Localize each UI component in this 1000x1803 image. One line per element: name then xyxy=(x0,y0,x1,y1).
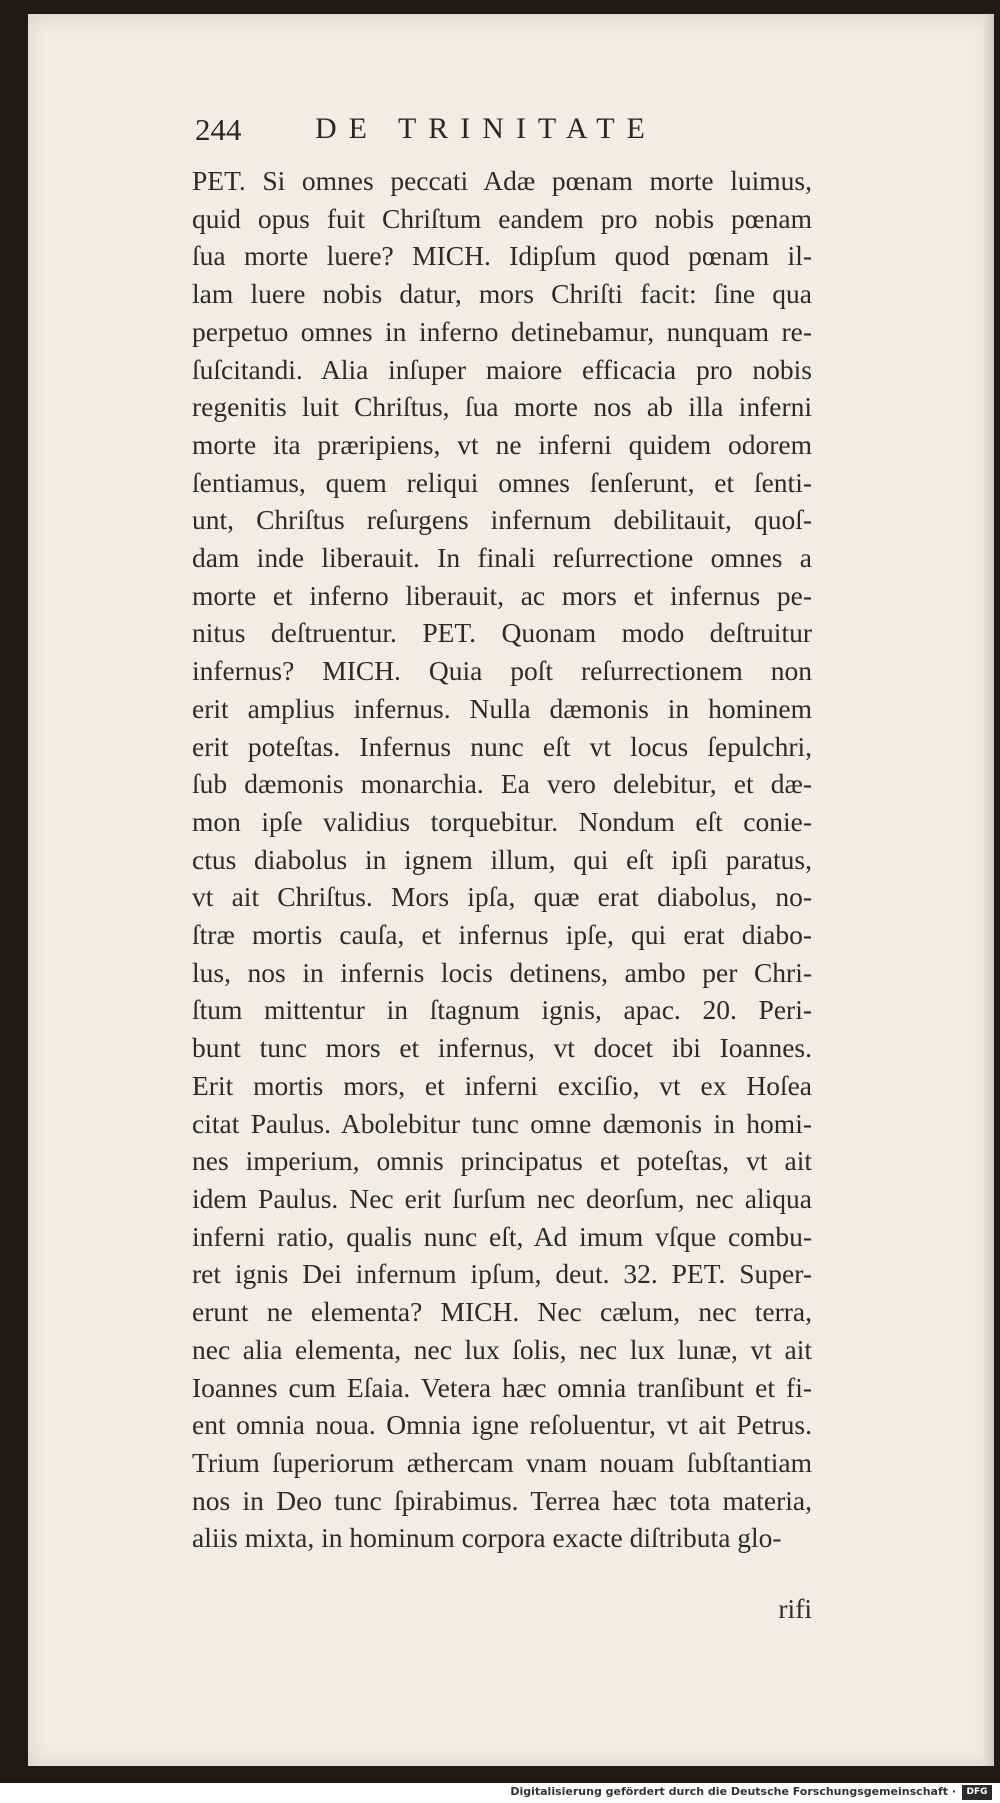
text-line: infernus? MICH. Quia poſt reſurrectionem non xyxy=(192,655,812,687)
text-line: perpetuo omnes in inferno detinebamur, nunquam re- xyxy=(192,315,812,347)
text-line: unt, Chriſtus reſurgens infernum debilitauit, quoſ- xyxy=(192,504,812,536)
text-line: lus, nos in infernis locis detinens, ambo per Chri- xyxy=(192,956,812,988)
text-line: lam luere nobis datur, mors Chriſti facit: ſine qua xyxy=(192,278,812,310)
text-line: ctus diabolus in ignem illum, qui eſt ipſi paratus, xyxy=(192,843,812,875)
body-text xyxy=(192,162,812,1557)
text-line: ſentiamus, quem reliqui omnes ſenſerunt, et ſenti- xyxy=(192,466,812,498)
digitization-credit: Digitalisierung gefördert durch die Deutsche Forschungsgemeinschaft · xyxy=(510,1785,956,1798)
text-line: erit amplius infernus. Nulla dæmonis in hominem xyxy=(192,692,812,724)
page-header xyxy=(195,112,815,156)
text-line: Ioannes cum Eſaia. Vetera hæc omnia tranſibunt et fi- xyxy=(192,1371,812,1403)
page-edge xyxy=(984,14,994,1766)
text-line: ſuſcitandi. Alia inſuper maiore efficacia pro nobis xyxy=(192,353,812,385)
text-line: ſub dæmonis monarchia. Ea vero delebitur, et dæ- xyxy=(192,768,812,800)
text-line: Trium ſuperiorum æthercam vnam nouam ſubſtantiam xyxy=(192,1446,812,1478)
text-line: ſtum mittentur in ſtagnum ignis, apac. 20. Peri- xyxy=(192,994,812,1026)
text-line: bunt tunc mors et infernus, vt docet ibi Ioannes. xyxy=(192,1032,812,1064)
text-line: nec alia elementa, nec lux ſolis, nec lux lunæ, vt ait xyxy=(192,1333,812,1365)
text-line: morte et inferno liberauit, ac mors et infernus pe- xyxy=(192,579,812,611)
text-line: Erit mortis mors, et inferni exciſio, vt ex Hoſea xyxy=(192,1069,812,1101)
text-line: regenitis luit Chriſtus, ſua morte nos ab illa inferni xyxy=(192,391,812,423)
text-line: ſua morte luere? MICH. Idipſum quod pœnam il- xyxy=(192,240,812,272)
catchword: rifi xyxy=(778,1593,812,1624)
text-line: nos in Deo tunc ſpirabimus. Terrea hæc tota materia, xyxy=(192,1484,812,1516)
text-line: ſtræ mortis cauſa, et infernus ipſe, qui erat diabo- xyxy=(192,919,812,951)
text-line: erit poteſtas. Infernus nunc eſt vt locus ſepulchri, xyxy=(192,730,812,762)
text-line: erunt ne elementa? MICH. Nec cælum, nec terra, xyxy=(192,1296,812,1328)
text-line: vt ait Chriſtus. Mors ipſa, quæ erat diabolus, no- xyxy=(192,881,812,913)
text-line: inferni ratio, qualis nunc eſt, Ad imum vſque combu- xyxy=(192,1220,812,1252)
text-line: ret ignis Dei infernum ipſum, deut. 32. PET. Super- xyxy=(192,1258,812,1290)
text-line: ent omnia noua. Omnia igne reſoluentur, vt ait Petrus. xyxy=(192,1409,812,1441)
running-title: DE TRINITATE xyxy=(315,112,657,145)
text-line: nitus deſtruentur. PET. Quonam modo deſtruitur xyxy=(192,617,812,649)
text-line: nes imperium, omnis principatus et poteſtas, vt ait xyxy=(192,1145,812,1177)
text-line: quid opus fuit Chriſtum eandem pro nobis pœnam xyxy=(192,202,812,234)
text-line: citat Paulus. Abolebitur tunc omne dæmonis in homi- xyxy=(192,1107,812,1139)
text-line: PET. Si omnes peccati Adæ pœnam morte luimus, xyxy=(192,165,812,196)
text-line: morte ita præripiens, vt ne inferni quidem odorem xyxy=(192,428,812,460)
dfg-logo: DFG xyxy=(962,1785,992,1800)
text-line: idem Paulus. Nec erit ſurſum nec deorſum, nec aliqua xyxy=(192,1182,812,1214)
text-line: aliis mixta, in hominum corpora exacte diſtributa glo- xyxy=(192,1522,782,1554)
page-number: 244 xyxy=(195,112,242,147)
text-line: dam inde liberauit. In finali reſurrectione omnes a xyxy=(192,542,812,574)
text-line: mon ipſe validius torquebitur. Nondum eſt conie- xyxy=(192,805,812,837)
